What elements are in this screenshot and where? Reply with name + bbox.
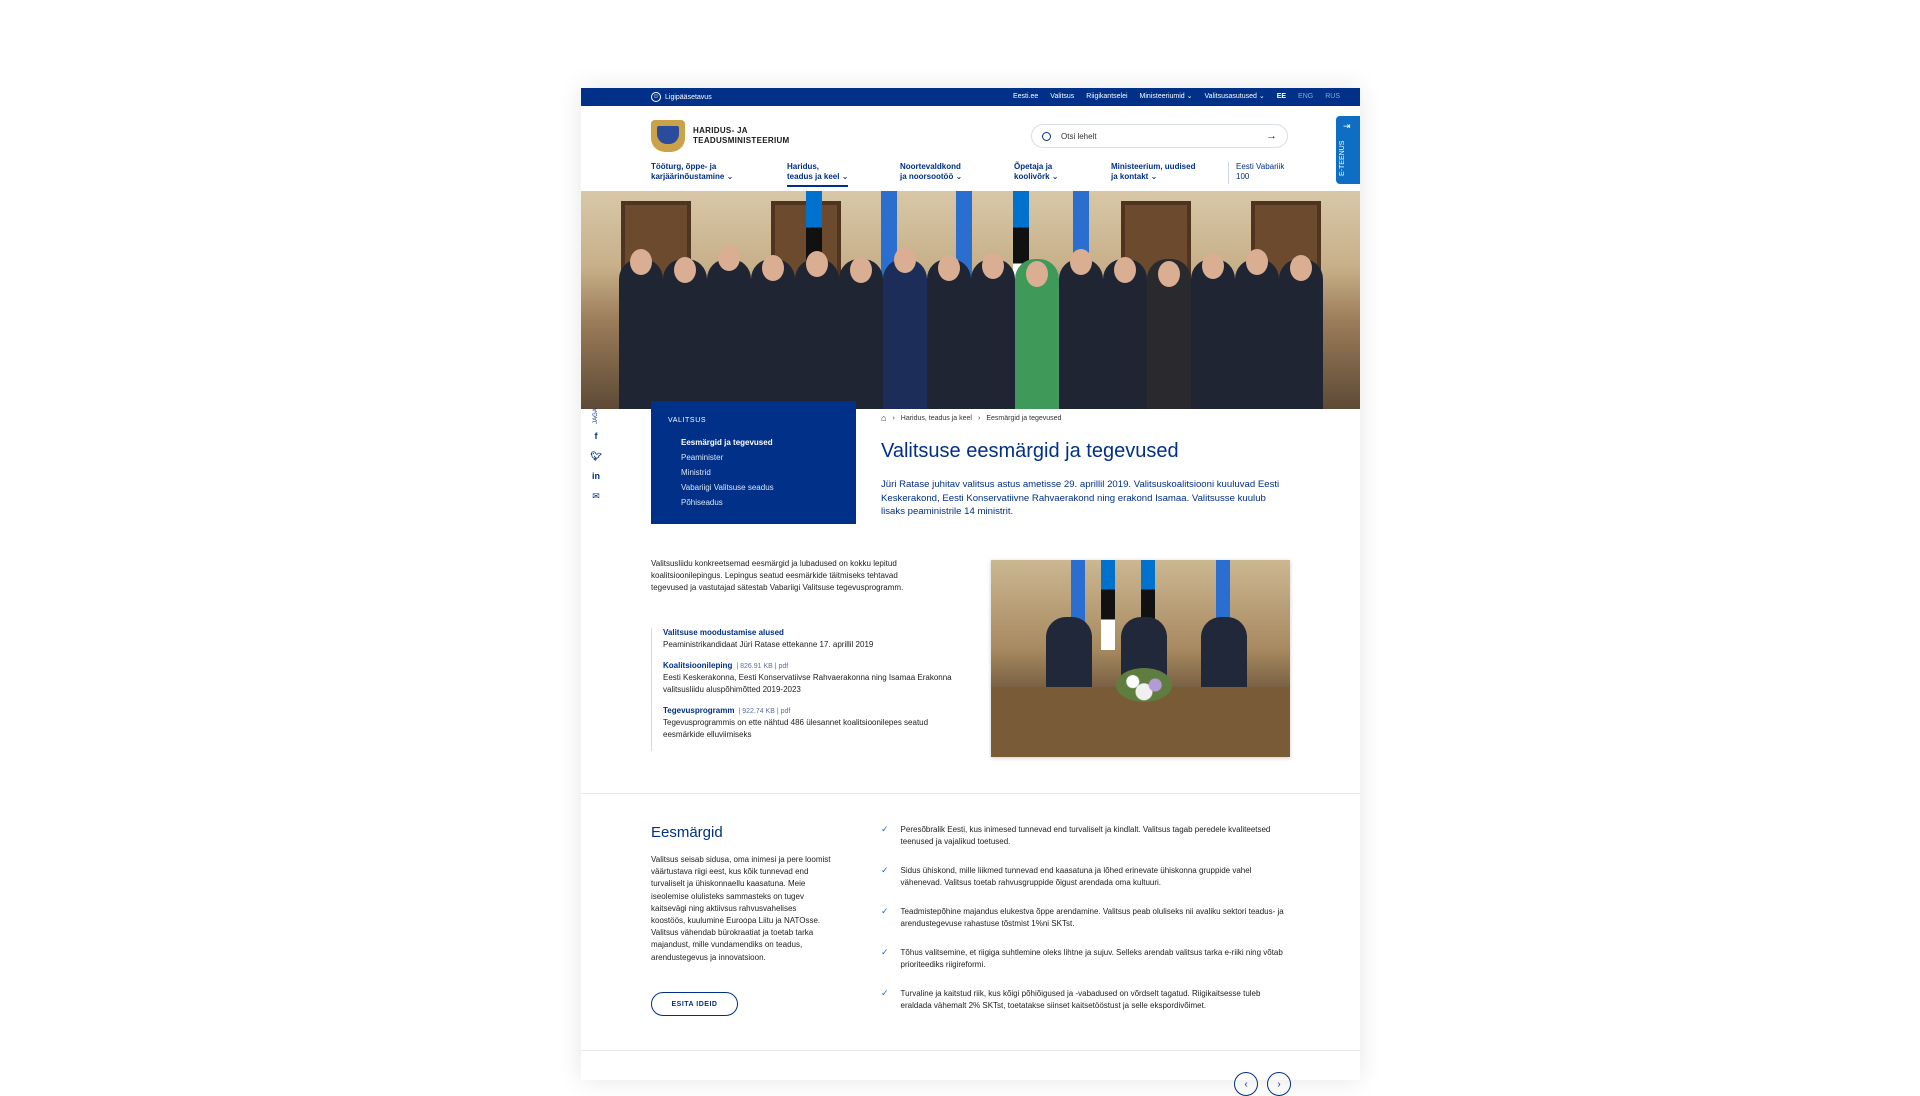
list-item: ✓ Teadmistepõhine majandus elukestva õppe arendamine. Valitsus peab oluliseks nii avaliku sektori teadus- ja arendustegevuse rahastuse tõstmist 1%ni SKTst. <box>881 906 1284 928</box>
list-item: ✓ Tõhus valitsemine, et riigiga suhtlemine oleks lihtne ja sujuv. Selleks arendab valitsus tarka e-riiki ning võtab prioriteediks riigireformi. <box>881 947 1283 969</box>
document-item: Koalitsioonileping | 826.91 KB | pdf Eesti Keskerakonna, Eesti Konservatiivse Rahvaerakonna ning Isamaa Erakonna valitsusliidu aluspõhimõtted 2019-2023 <box>663 661 952 694</box>
goals-description: Valitsus seisab sidusa, oma inimesi ja pere loomist väärtustava riigi eest, kus kõik tunnevad end turvaliselt ja ühiskonnaellu kaasatuna. Meie iseolemise olulisteks sammasteks on tugev kaitsevägi ning aktiivsus rahvusvahelises koostöös, kuulumine Euroopa Liitu ja NATOsse. Valitsus vähendab bürokraatiat ja toetab tarka majandust, mille vundamendiks on teadus, arendustegevus ja innovatsioon. <box>651 855 831 962</box>
document-item: Tegevusprogramm | 922.74 KB | pdf Tegevusprogrammis on ette nähtud 486 ülesannet koalitsioonilepes seatud eesmärkide elluviimiseks <box>663 706 929 739</box>
share-bar <box>588 408 604 511</box>
nav-item-noortevaldkond[interactable]: Noortevaldkond ja noorsootöö ⌄ <box>900 162 963 181</box>
search-input[interactable]: Otsi lehelt → <box>1031 124 1288 148</box>
section-divider <box>581 793 1360 794</box>
breadcrumb: ⌂ › Haridus, teadus ja keel › Eesmärgid ja tegevused <box>881 413 1062 423</box>
sidebar-item-peaminister[interactable]: Peaminister <box>681 453 724 462</box>
checkmark-icon: ✓ <box>881 824 889 834</box>
list-item: ✓ Sidus ühiskond, mille liikmed tunnevad end kaasatuna ja lõhed erinevate ühiskonna gruppide vahel vähenevad. Valitsus toetab rahvusgruppide õigust arendada oma kultuuri. <box>881 865 1252 887</box>
facebook-icon[interactable]: f <box>594 431 598 441</box>
document-item: Valitsuse moodustamise alused Peaministrikandidaat Jüri Ratase ettekanne 17. aprillil 2019 <box>663 628 874 649</box>
top-links <box>1013 92 1340 100</box>
lang-rus[interactable]: RUS <box>1325 92 1340 100</box>
link-riigikantselei[interactable]: Riigikantselei <box>1086 92 1128 100</box>
coat-of-arms-icon <box>651 120 685 152</box>
goals-heading: Eesmärgid <box>651 824 723 841</box>
mail-icon[interactable]: ✉ <box>592 491 600 501</box>
previous-button[interactable]: ‹ <box>1234 1072 1258 1096</box>
sidebar-item-pohiseadus[interactable]: Põhiseadus <box>681 498 723 507</box>
nav-item-ministeerium[interactable]: Ministeerium, uudised ja kontakt ⌄ <box>1111 162 1196 181</box>
accessibility-icon: ☺ <box>652 93 660 100</box>
sidebar-item-ministrid[interactable]: Ministrid <box>681 468 711 477</box>
linkedin-icon[interactable]: in <box>592 471 600 481</box>
nav-item-opetaja[interactable]: Õpetaja ja koolivõrk ⌄ <box>1014 162 1059 181</box>
e-teenus-button[interactable]: ⇥ E-TEENUS <box>1336 116 1360 184</box>
sidebar-item-seadus[interactable]: Vabariigi Valitsuse seadus <box>681 483 774 492</box>
top-bar <box>581 88 1360 106</box>
document-link[interactable]: Koalitsioonileping <box>663 661 733 670</box>
share-label: JAGA <box>593 408 599 424</box>
search-icon <box>1042 132 1051 141</box>
link-valitsus[interactable]: Valitsus <box>1050 92 1075 100</box>
section-sidebar <box>651 401 856 524</box>
accessibility-link[interactable]: ☺ Ligipääsetavus <box>652 93 712 101</box>
next-button[interactable]: › <box>1267 1072 1291 1096</box>
sidebar-item-eesmargid[interactable]: Eesmärgid ja tegevused <box>681 438 773 447</box>
checkmark-icon: ✓ <box>881 988 889 998</box>
signing-photo <box>991 560 1290 757</box>
hero-photo <box>581 191 1360 409</box>
document-link[interactable]: Tegevusprogramm <box>663 706 735 715</box>
breadcrumb-item[interactable]: Haridus, teadus ja keel <box>900 414 972 422</box>
nav-item-eesti-vabariik[interactable]: Eesti Vabariik 100 <box>1236 162 1285 181</box>
checkmark-icon: ✓ <box>881 865 889 875</box>
main-nav <box>651 162 1291 190</box>
link-eesti[interactable]: Eesti.ee <box>1013 92 1039 100</box>
login-icon: ⇥ <box>1343 121 1351 131</box>
arrow-right-icon[interactable]: → <box>1266 130 1277 142</box>
nav-divider <box>1228 162 1229 184</box>
submit-ideas-button[interactable]: ESITA IDEID <box>651 992 738 1016</box>
nav-item-tooturg[interactable]: Tööturg, õppe- ja karjäärinõustamine ⌄ <box>651 162 734 181</box>
section-divider <box>581 1050 1360 1051</box>
checkmark-icon: ✓ <box>881 906 889 916</box>
sidebar-title: VALITSUS <box>668 417 707 424</box>
lead-paragraph: Jüri Ratase juhitav valitsus astus ametisse 29. aprillil 2019. Valitsuskoalitsiooni kuuluvad Eesti Keskerakond, Eesti Konservatiivne Rahvaerakond ning erakond Isamaa. Valitsusse kuulub lisaks peaministrile 14 ministrit. <box>881 479 1280 517</box>
list-item: ✓ Peresõbralik Eesti, kus inimesed tunnevad end turvaliselt ja kindlalt. Valitsus tagab peredele kvaliteetsed teenused ja vajalikud toetused. <box>881 824 1271 846</box>
document-link[interactable]: Valitsuse moodustamise alused <box>663 628 784 637</box>
breadcrumb-current: Eesmärgid ja tegevused <box>986 414 1062 422</box>
goals-list <box>881 824 1291 1029</box>
twitter-icon[interactable]: 🐦︎ <box>590 451 602 461</box>
link-ministeeriumid[interactable]: Ministeeriumid ⌄ <box>1139 93 1193 100</box>
home-icon[interactable]: ⌂ <box>881 413 887 423</box>
page <box>581 88 1360 1090</box>
nav-item-haridus[interactable]: Haridus, teadus ja keel ⌄ <box>787 162 848 187</box>
checkmark-icon: ✓ <box>881 947 889 957</box>
documents-list <box>651 628 971 751</box>
ministry-logo[interactable]: HARIDUS- JA TEADUSMINISTEERIUM <box>651 120 790 152</box>
lang-eng[interactable]: ENG <box>1298 92 1314 100</box>
lang-ee[interactable]: EE <box>1276 92 1287 100</box>
link-valitsusasutused[interactable]: Valitsusasutused ⌄ <box>1204 93 1265 100</box>
intro-paragraph: Valitsusliidu konkreetsemad eesmärgid ja lubadused on kokku lepitud koalitsioonilepingus. Lepingus seatud eesmärkide täitmiseks tehtavad tegevused ja vastutajad sätestab Vabariigi Valitsuse tegevusprogramm. <box>651 559 904 592</box>
page-title: Valitsuse eesmärgid ja tegevused <box>881 440 1179 462</box>
list-item: ✓ Turvaline ja kaitstud riik, kus kõigi põhiõigused ja -vabadused on võrdselt tagatud. Riigikaitsesse tuleb eraldada vähemalt 2% SKTst, toetatakse siinset kaitsetööstust ja selle ekspordivõimet. <box>881 988 1261 1010</box>
